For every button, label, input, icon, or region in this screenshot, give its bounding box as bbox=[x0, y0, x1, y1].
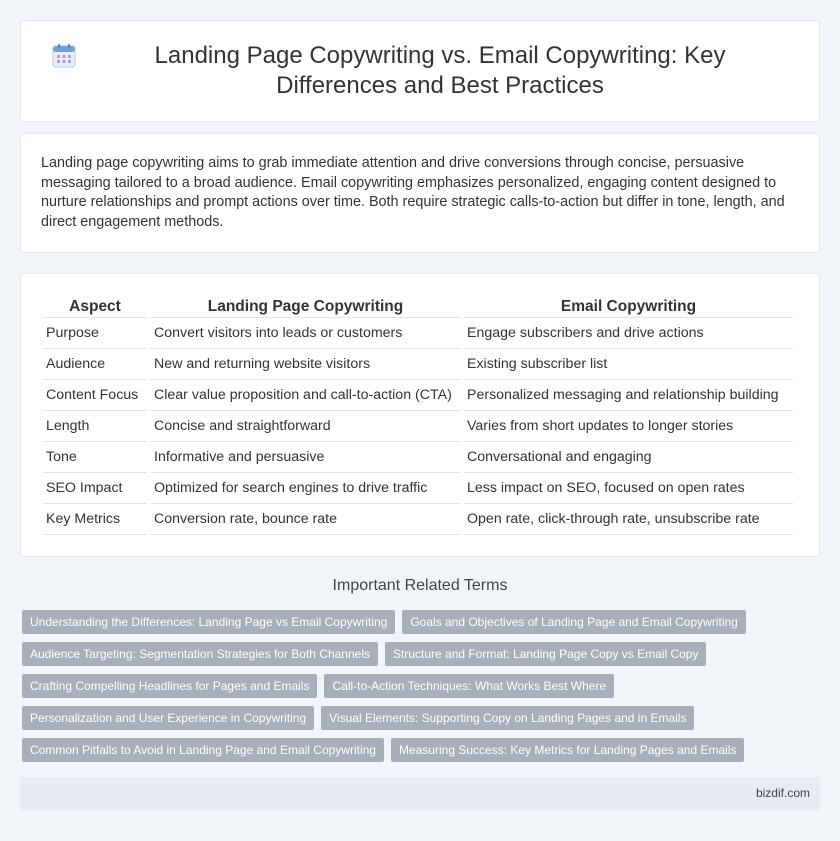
header-aspect: Aspect bbox=[43, 296, 147, 318]
related-terms-list bbox=[22, 610, 812, 770]
intro-text: Landing page copywriting aims to grab immediate attention and drive conversions through concise, persuasive messaging tailored to a broad audience. Email copywriting emphasizes personalized, engaging content designed to nurture relationships and prompt actions over time. Both require strategic calls-to-action but differ in tone, length, and direct engagement methods. bbox=[41, 155, 785, 230]
related-term-link[interactable]: Visual Elements: Supporting Copy on Landing Pages and in Emails bbox=[321, 706, 694, 730]
comparison-table-card bbox=[20, 273, 820, 557]
table-header-row bbox=[43, 296, 793, 318]
calendar-icon bbox=[51, 43, 77, 69]
tag-row bbox=[22, 706, 812, 730]
header-landing: Landing Page Copywriting bbox=[151, 296, 460, 318]
cell-landing: New and returning website visitors bbox=[151, 349, 460, 380]
footer bbox=[20, 777, 820, 810]
footer-brand[interactable]: bizdif.com bbox=[755, 786, 810, 800]
cell-aspect: Length bbox=[43, 411, 147, 442]
cell-email: Engage subscribers and drive actions bbox=[464, 318, 793, 349]
cell-aspect: Key Metrics bbox=[43, 504, 147, 535]
cell-email: Open rate, click-through rate, unsubscribe rate bbox=[464, 504, 793, 535]
table-row bbox=[43, 442, 793, 473]
page-title: Landing Page Copywriting vs. Email Copywriting: Key Differences and Best Practices bbox=[154, 42, 726, 99]
related-term-link[interactable]: Audience Targeting: Segmentation Strategies for Both Channels bbox=[22, 642, 378, 666]
title-wrap bbox=[51, 41, 789, 101]
cell-landing: Concise and straightforward bbox=[151, 411, 460, 442]
cell-email: Conversational and engaging bbox=[464, 442, 793, 473]
cell-landing: Informative and persuasive bbox=[151, 442, 460, 473]
table-row bbox=[43, 411, 793, 442]
header-card bbox=[20, 20, 820, 122]
table-row bbox=[43, 473, 793, 504]
related-term-link[interactable]: Call-to-Action Techniques: What Works Best Where bbox=[324, 674, 614, 698]
related-term-link[interactable]: Structure and Format: Landing Page Copy vs Email Copy bbox=[385, 642, 706, 666]
cell-aspect: Purpose bbox=[43, 318, 147, 349]
table-row bbox=[43, 349, 793, 380]
cell-aspect: Audience bbox=[43, 349, 147, 380]
tag-row bbox=[22, 642, 812, 666]
header-email: Email Copywriting bbox=[464, 296, 793, 318]
cell-email: Personalized messaging and relationship building bbox=[464, 380, 793, 411]
related-term-link[interactable]: Measuring Success: Key Metrics for Landing Pages and Emails bbox=[391, 738, 745, 762]
tag-row bbox=[22, 738, 812, 762]
comparison-table bbox=[39, 296, 797, 535]
cell-landing: Conversion rate, bounce rate bbox=[151, 504, 460, 535]
cell-landing: Clear value proposition and call-to-action (CTA) bbox=[151, 380, 460, 411]
table-row bbox=[43, 504, 793, 535]
cell-email: Less impact on SEO, focused on open rates bbox=[464, 473, 793, 504]
related-term-link[interactable]: Common Pitfalls to Avoid in Landing Page and Email Copywriting bbox=[22, 738, 384, 762]
related-term-link[interactable]: Crafting Compelling Headlines for Pages and Emails bbox=[22, 674, 317, 698]
related-term-link[interactable]: Understanding the Differences: Landing Page vs Email Copywriting bbox=[22, 610, 395, 634]
cell-landing: Convert visitors into leads or customers bbox=[151, 318, 460, 349]
related-term-link[interactable]: Personalization and User Experience in Copywriting bbox=[22, 706, 314, 730]
cell-aspect: Tone bbox=[43, 442, 147, 473]
cell-aspect: Content Focus bbox=[43, 380, 147, 411]
related-terms-title: Important Related Terms bbox=[332, 577, 508, 594]
cell-aspect: SEO Impact bbox=[43, 473, 147, 504]
intro-card bbox=[20, 133, 820, 253]
tag-row bbox=[22, 610, 812, 634]
cell-email: Varies from short updates to longer stories bbox=[464, 411, 793, 442]
cell-email: Existing subscriber list bbox=[464, 349, 793, 380]
table-row bbox=[43, 318, 793, 349]
table-row bbox=[43, 380, 793, 411]
cell-landing: Optimized for search engines to drive traffic bbox=[151, 473, 460, 504]
related-term-link[interactable]: Goals and Objectives of Landing Page and Email Copywriting bbox=[402, 610, 746, 634]
tag-row bbox=[22, 674, 812, 698]
